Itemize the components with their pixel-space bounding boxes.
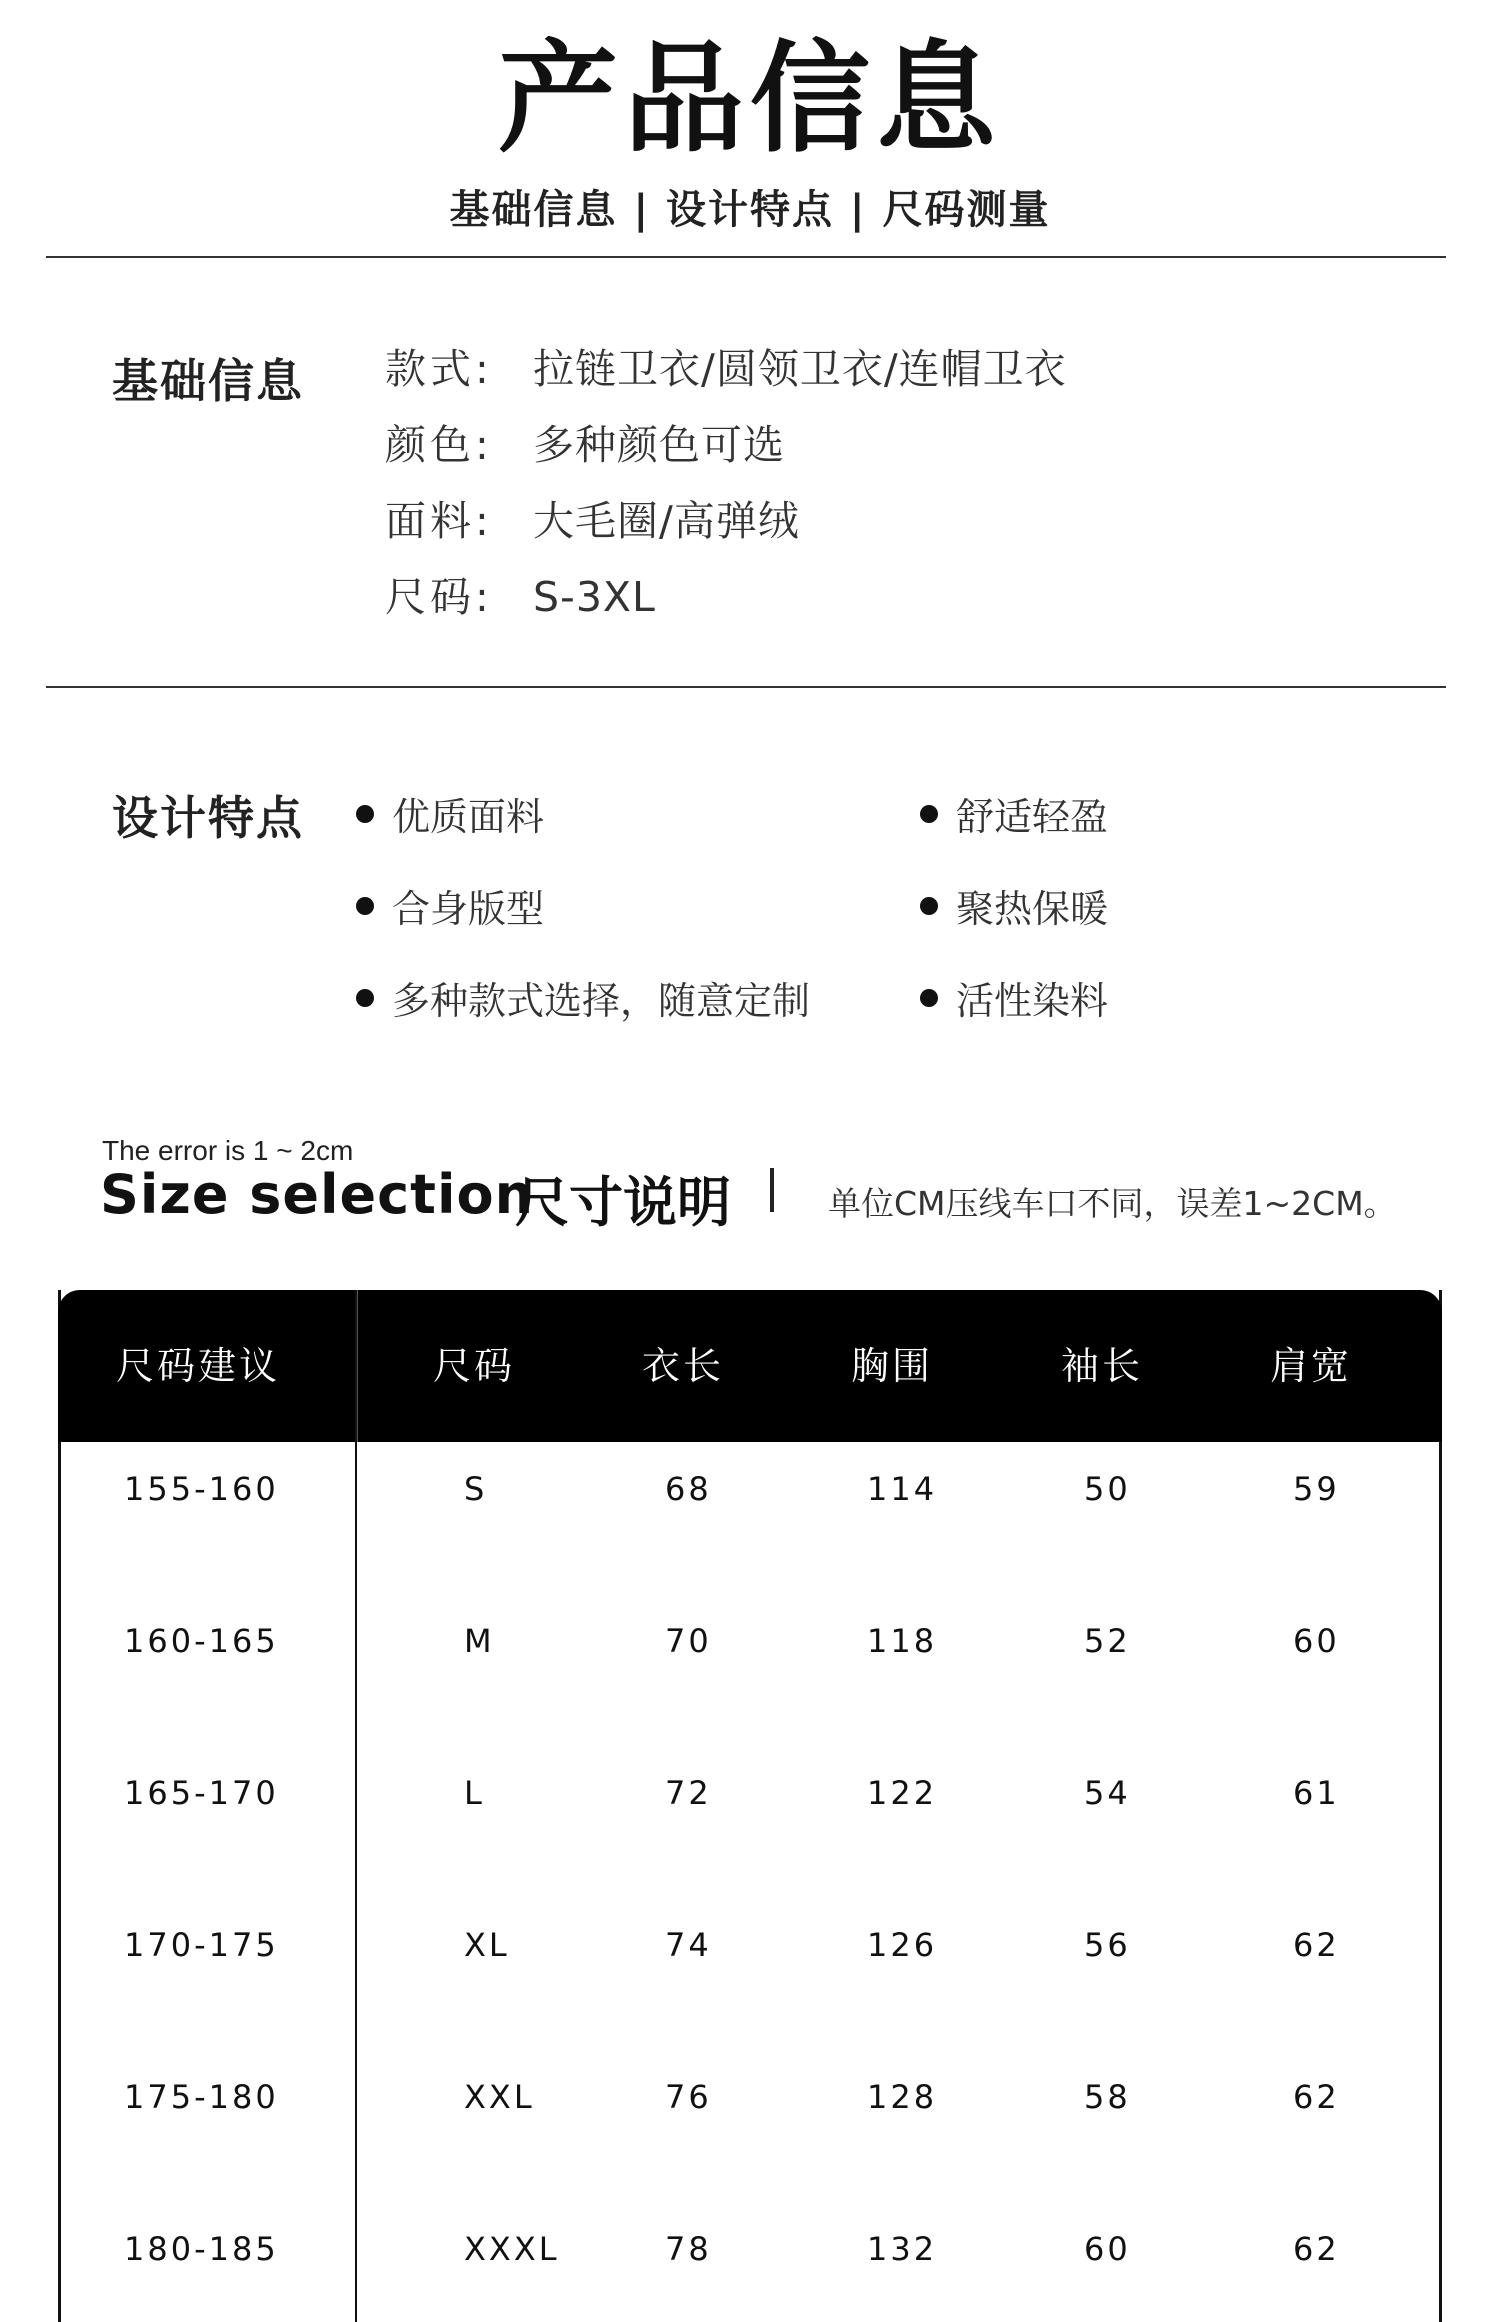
- table-cell: 114: [867, 1470, 938, 1508]
- feature-item: [356, 786, 544, 841]
- height-range-cell: 165-170: [124, 1774, 279, 1812]
- divider: [46, 686, 1446, 688]
- basic-info-row: [385, 573, 1067, 649]
- table-cell: XL: [464, 1926, 510, 1964]
- basic-info-value: S-3XL: [533, 573, 656, 621]
- table-header: [58, 1290, 1442, 1442]
- size-table: [58, 1290, 1442, 2322]
- feature-text: 合身版型: [392, 887, 545, 931]
- table-cell: 50: [1084, 1470, 1131, 1508]
- table-cell: 54: [1084, 1774, 1131, 1812]
- height-range-cell: 175-180: [124, 2078, 279, 2116]
- bullet-icon: [920, 897, 938, 915]
- basic-info-row: [385, 421, 1067, 497]
- basic-info-row: [385, 345, 1067, 421]
- column-header: 肩宽: [1270, 1344, 1353, 1388]
- basic-info-key: 面料:: [385, 497, 493, 545]
- feature-item: [920, 878, 1108, 933]
- size-title-separator: [770, 1168, 774, 1212]
- height-range-cell: 155-160: [124, 1470, 279, 1508]
- bullet-icon: [356, 805, 374, 823]
- size-title-en: Size selection: [100, 1163, 535, 1226]
- height-range-cell: 170-175: [124, 1926, 279, 1964]
- feature-item: [920, 786, 1108, 841]
- basic-info-value: 拉链卫衣/圆领卫衣/连帽卫衣: [533, 345, 1067, 393]
- table-cell: 70: [665, 1622, 712, 1660]
- table-cell: 126: [867, 1926, 938, 1964]
- basic-info-list: [385, 345, 1067, 649]
- table-cell: 128: [867, 2078, 938, 2116]
- bullet-icon: [356, 989, 374, 1007]
- feature-text: 活性染料: [956, 979, 1109, 1023]
- column-header: 尺码: [433, 1344, 516, 1388]
- feature-item: [356, 878, 544, 933]
- basic-info-row: [385, 497, 1067, 573]
- feature-text: 优质面料: [392, 795, 545, 839]
- table-cell: M: [464, 1622, 495, 1660]
- basic-info-label: 基础信息: [112, 354, 304, 408]
- column-header: 胸围: [851, 1344, 934, 1388]
- column-header: 尺码建议: [116, 1344, 281, 1388]
- column-header: 袖长: [1061, 1344, 1144, 1388]
- table-cell: XXL: [464, 2078, 535, 2116]
- table-cell: 78: [665, 2230, 712, 2268]
- height-range-cell: 180-185: [124, 2230, 279, 2268]
- divider: [46, 256, 1446, 258]
- table-cell: 60: [1084, 2230, 1131, 2268]
- table-cell: 62: [1293, 2230, 1340, 2268]
- page-subtitle: 基础信息 | 设计特点 | 尺码测量: [449, 187, 1051, 233]
- basic-info-key: 颜色:: [385, 421, 493, 469]
- table-cell: 60: [1293, 1622, 1340, 1660]
- table-cell: 132: [867, 2230, 938, 2268]
- bullet-icon: [920, 989, 938, 1007]
- bullet-icon: [920, 805, 938, 823]
- size-unit-note: 单位CM压线车口不同，误差1~2CM。: [828, 1184, 1397, 1223]
- column-divider: [355, 1290, 357, 2322]
- table-cell: 76: [665, 2078, 712, 2116]
- table-cell: 52: [1084, 1622, 1131, 1660]
- error-note: The error is 1 ~ 2cm: [102, 1135, 354, 1166]
- column-header: 衣长: [642, 1344, 725, 1388]
- table-cell: S: [464, 1470, 488, 1508]
- feature-item: [356, 970, 810, 1025]
- table-cell: 58: [1084, 2078, 1131, 2116]
- size-title-zh: 尺寸说明: [515, 1171, 731, 1234]
- height-range-cell: 160-165: [124, 1622, 279, 1660]
- design-features-label: 设计特点: [112, 791, 304, 845]
- basic-info-key: 款式:: [385, 345, 493, 393]
- basic-info-key: 尺码:: [385, 573, 493, 621]
- table-cell: 56: [1084, 1926, 1131, 1964]
- page-title: 产品信息: [498, 30, 1002, 169]
- table-cell: 62: [1293, 1926, 1340, 1964]
- basic-info-value: 多种颜色可选: [533, 421, 785, 469]
- feature-text: 聚热保暖: [956, 887, 1109, 931]
- table-cell: 118: [867, 1622, 938, 1660]
- feature-text: 舒适轻盈: [956, 795, 1109, 839]
- table-cell: 68: [665, 1470, 712, 1508]
- table-cell: XXXL: [464, 2230, 560, 2268]
- table-cell: 61: [1293, 1774, 1340, 1812]
- bullet-icon: [356, 897, 374, 915]
- table-cell: 74: [665, 1926, 712, 1964]
- table-cell: 59: [1293, 1470, 1340, 1508]
- table-cell: 122: [867, 1774, 938, 1812]
- table-cell: L: [464, 1774, 485, 1812]
- feature-item: [920, 970, 1108, 1025]
- table-cell: 62: [1293, 2078, 1340, 2116]
- basic-info-value: 大毛圈/高弹绒: [533, 497, 800, 545]
- feature-text: 多种款式选择，随意定制: [392, 979, 811, 1023]
- table-cell: 72: [665, 1774, 712, 1812]
